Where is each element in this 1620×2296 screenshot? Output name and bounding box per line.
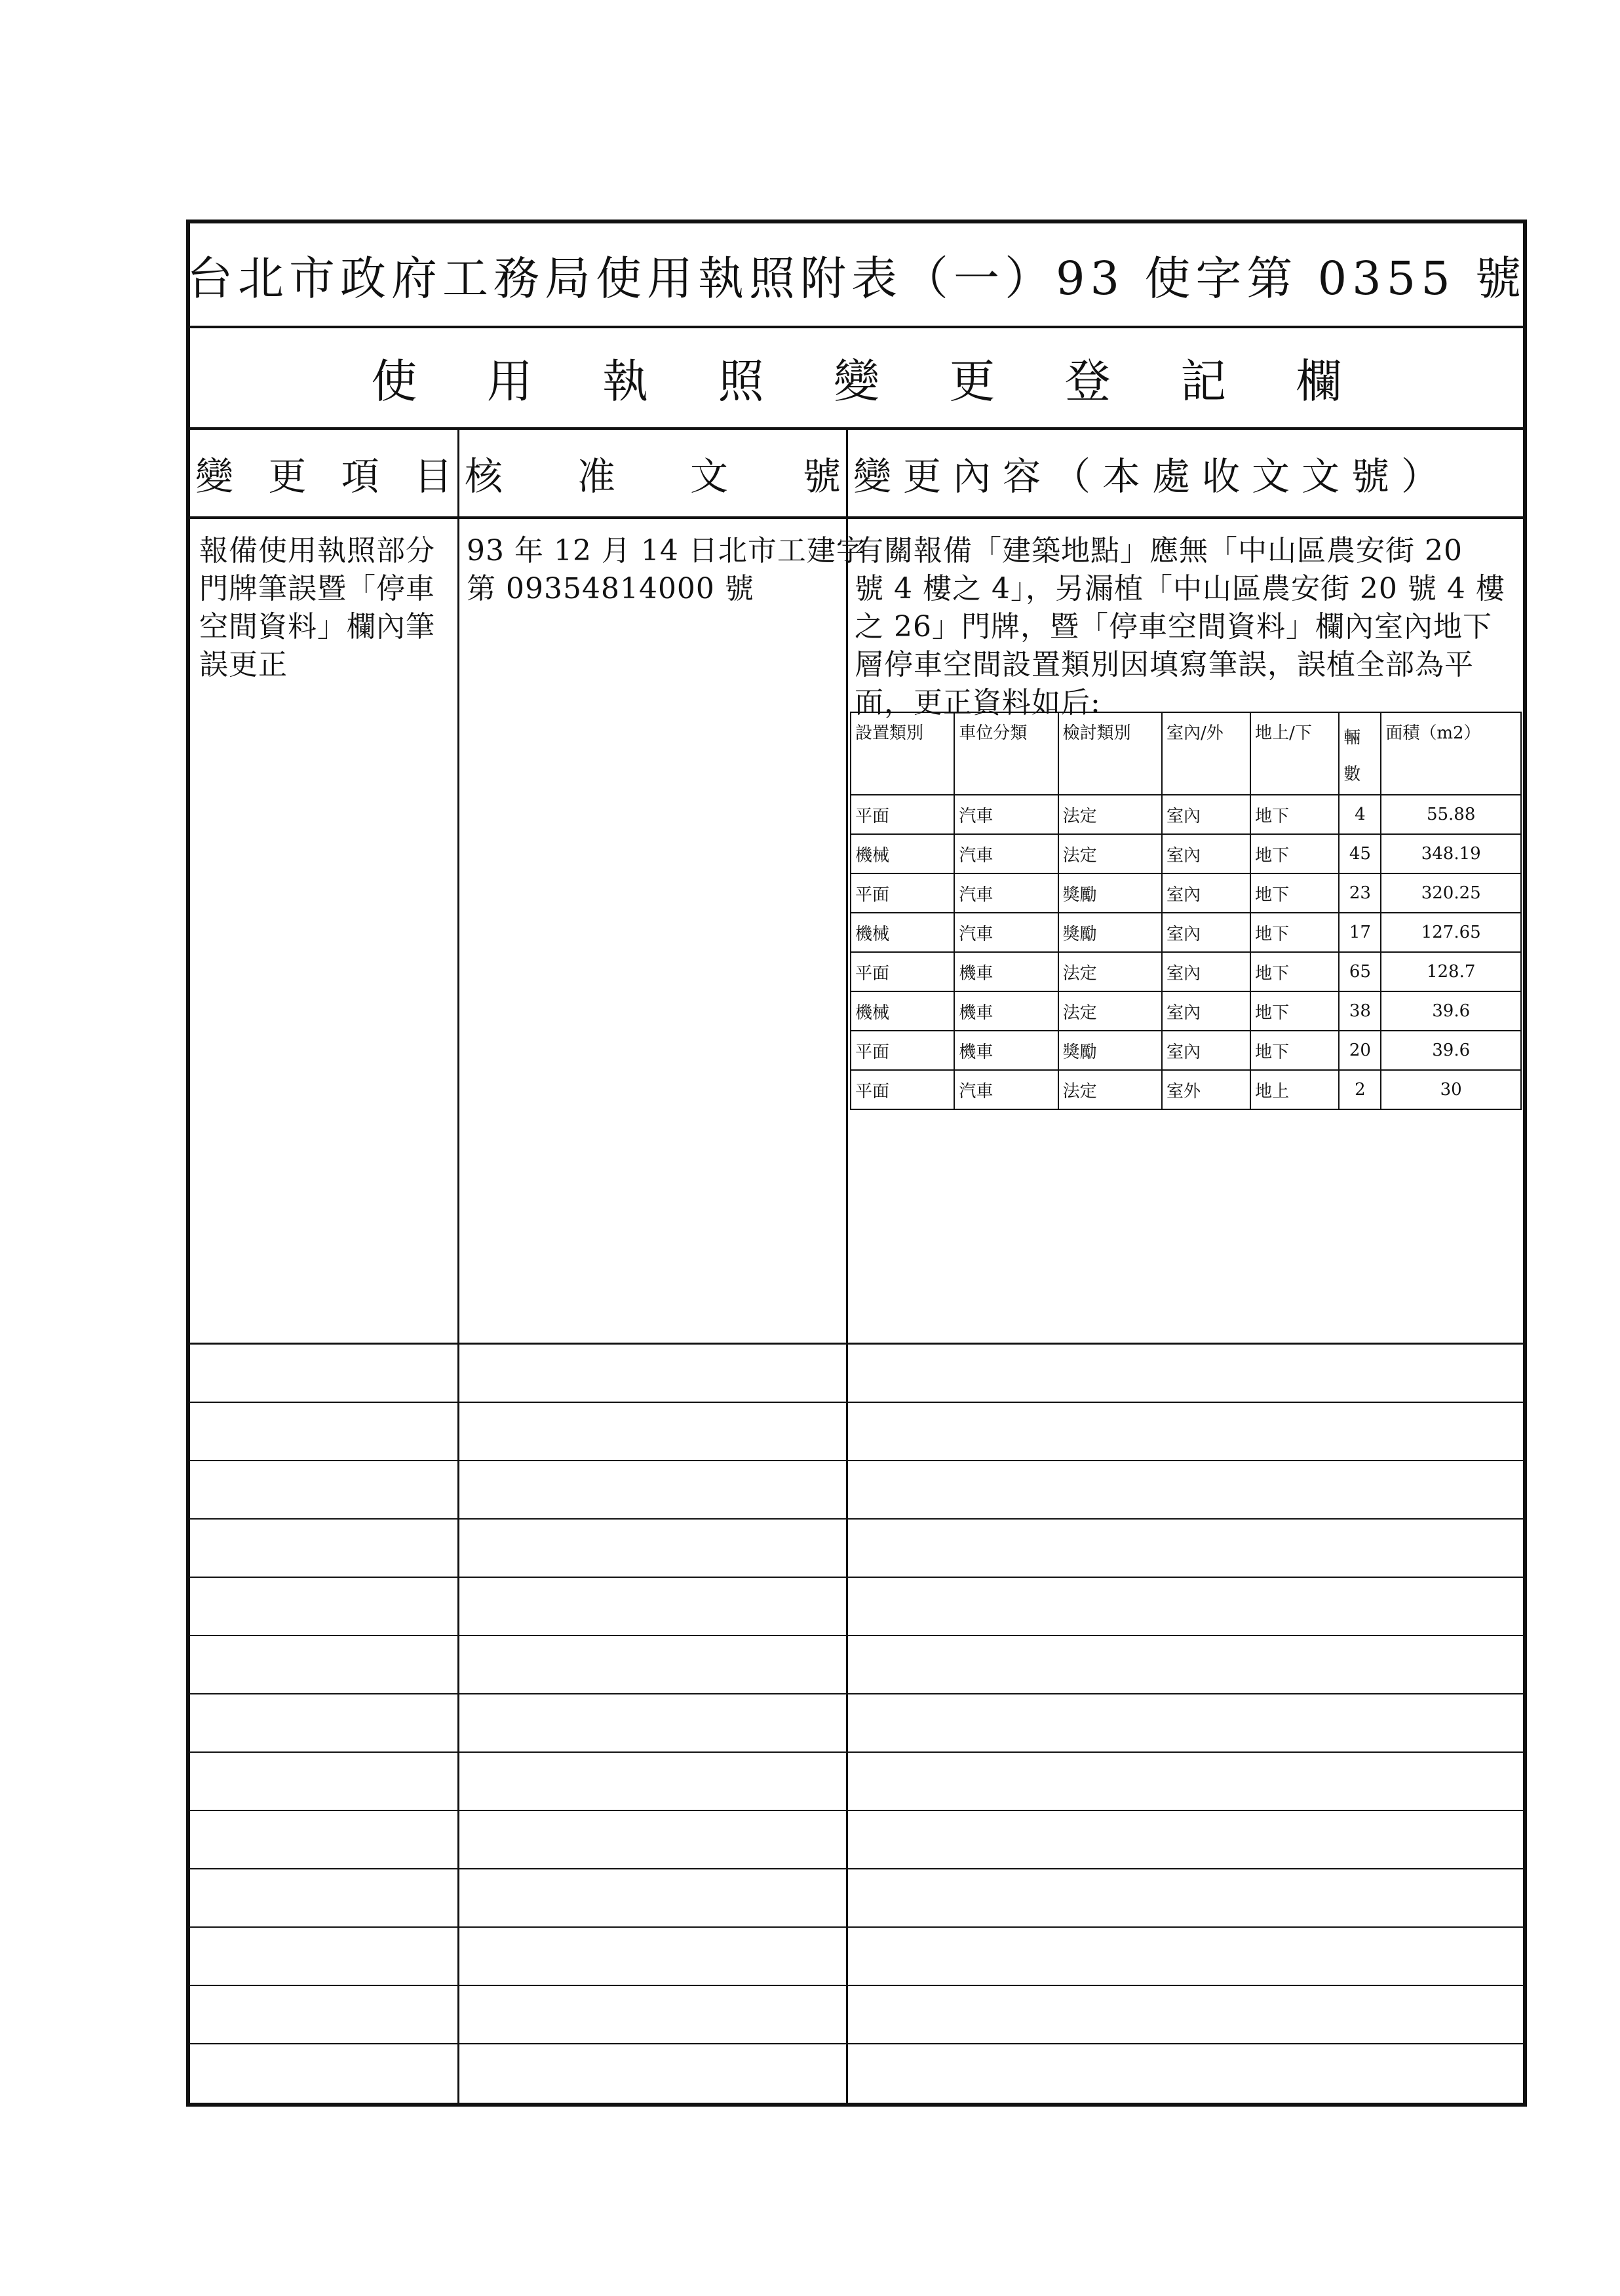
table-row	[851, 873, 1521, 913]
table-row	[851, 1070, 1521, 1109]
table-header: 室內/外	[1162, 712, 1250, 795]
header-char: 文	[689, 454, 728, 499]
blank-row	[190, 1578, 1523, 1636]
table-header: 地上/下	[1250, 712, 1339, 795]
table-cell: 法定	[1058, 952, 1162, 991]
table-cell: 348.19	[1381, 834, 1521, 873]
section-title-char: 使	[371, 354, 417, 408]
table-cell: 汽車	[954, 1070, 1058, 1109]
table-cell: 機械	[851, 991, 954, 1031]
section-title-char: 記	[1180, 354, 1227, 408]
table-row	[851, 795, 1521, 834]
table-header	[1339, 712, 1381, 795]
table-cell: 地下	[1250, 913, 1339, 952]
entry-change-item	[199, 532, 435, 684]
text-line: 報備使用執照部分	[199, 534, 435, 567]
header-char: 目	[414, 454, 452, 499]
table-cell: 室內	[1162, 795, 1250, 834]
header-char: 更	[268, 454, 307, 499]
table-cell: 4	[1339, 795, 1381, 834]
blank-entry-rows	[190, 1345, 1523, 2103]
table-row	[851, 834, 1521, 873]
form-title	[187, 223, 1526, 328]
entry-change-content	[855, 532, 1505, 722]
blank-row	[190, 1753, 1523, 1811]
table-cell: 39.6	[1381, 991, 1521, 1031]
table-row	[851, 952, 1521, 991]
table-cell: 20	[1339, 1031, 1381, 1070]
table-cell: 平面	[851, 1070, 954, 1109]
table-cell: 法定	[1058, 1070, 1162, 1109]
text-line: 之 26」門牌，暨「停車空間資料」欄內室內地下	[855, 610, 1492, 643]
table-cell: 45	[1339, 834, 1381, 873]
table-cell: 機車	[954, 991, 1058, 1031]
form-title-text: 台北市政府工務局使用執照附表（一）93 使字第 0355 號	[187, 251, 1526, 305]
table-cell: 室內	[1162, 991, 1250, 1031]
permit-form	[186, 220, 1527, 2107]
text-line: 號 4 樓之 4」，另漏植「中山區農安街 20 號 4 樓	[855, 572, 1505, 605]
header-change-item	[190, 430, 457, 516]
table-cell: 55.88	[1381, 795, 1521, 834]
table-cell: 地下	[1250, 952, 1339, 991]
section-title-char: 照	[718, 354, 764, 408]
table-cell: 室內	[1162, 913, 1250, 952]
table-cell: 機車	[954, 1031, 1058, 1070]
table-cell: 2	[1339, 1070, 1381, 1109]
header-char: 變	[195, 454, 234, 499]
blank-row	[190, 1403, 1523, 1461]
table-cell: 室內	[1162, 952, 1250, 991]
text-line: 門牌筆誤暨「停車	[199, 572, 435, 605]
blank-row	[190, 1928, 1523, 1986]
table-cell: 128.7	[1381, 952, 1521, 991]
table-cell: 30	[1381, 1070, 1521, 1109]
table-header-row	[851, 712, 1521, 795]
table-cell: 地下	[1250, 873, 1339, 913]
entry-approval-number	[467, 532, 866, 608]
table-cell: 室內	[1162, 873, 1250, 913]
table-cell: 室內	[1162, 1031, 1250, 1070]
table-cell: 機械	[851, 834, 954, 873]
text-line: 空間資料」欄內筆	[199, 610, 435, 643]
text-line: 層停車空間設置類別因填寫筆誤，誤植全部為平	[855, 648, 1474, 681]
table-cell: 汽車	[954, 873, 1058, 913]
table-cell: 法定	[1058, 991, 1162, 1031]
text-line: 第 09354814000 號	[467, 572, 754, 605]
table-cell: 法定	[1058, 795, 1162, 834]
table-cell: 320.25	[1381, 873, 1521, 913]
header-char: 核	[465, 454, 503, 499]
table-cell: 17	[1339, 913, 1381, 952]
blank-row	[190, 1986, 1523, 2044]
header-text: 變更內容（本處收文文號）	[853, 454, 1452, 499]
text-line: 有關報備「建築地點」應無「中山區農安街 20	[855, 534, 1463, 567]
table-header-text: 輛數	[1343, 728, 1361, 784]
table-header: 設置類別	[851, 712, 954, 795]
table-cell: 平面	[851, 795, 954, 834]
table-cell: 65	[1339, 952, 1381, 991]
table-cell: 38	[1339, 991, 1381, 1031]
blank-row	[190, 1345, 1523, 1403]
blank-row	[190, 1636, 1523, 1694]
header-char: 項	[341, 454, 379, 499]
table-row	[851, 1031, 1521, 1070]
section-title-char: 執	[602, 354, 649, 408]
blank-row	[190, 1520, 1523, 1578]
table-cell: 地下	[1250, 834, 1339, 873]
table-cell: 地上	[1250, 1070, 1339, 1109]
header-approval-number	[459, 430, 846, 516]
table-cell: 地下	[1250, 1031, 1339, 1070]
table-header: 面積（m2）	[1381, 712, 1521, 795]
header-char: 號	[802, 454, 841, 499]
table-cell: 平面	[851, 1031, 954, 1070]
table-cell: 23	[1339, 873, 1381, 913]
table-row	[851, 991, 1521, 1031]
table-cell: 地下	[1250, 795, 1339, 834]
table-row	[851, 913, 1521, 952]
section-title-char: 登	[1064, 354, 1111, 408]
table-cell: 平面	[851, 873, 954, 913]
table-cell: 機械	[851, 913, 954, 952]
table-cell: 39.6	[1381, 1031, 1521, 1070]
header-change-content	[848, 430, 1523, 516]
column-header-row	[190, 430, 1523, 519]
table-cell: 汽車	[954, 834, 1058, 873]
blank-row	[190, 1694, 1523, 1753]
text-line: 誤更正	[199, 648, 288, 681]
section-title	[190, 328, 1523, 430]
table-cell: 機車	[954, 952, 1058, 991]
blank-row	[190, 1869, 1523, 1928]
parking-space-table	[850, 712, 1522, 1110]
table-cell: 室內	[1162, 834, 1250, 873]
table-cell: 法定	[1058, 834, 1162, 873]
section-title-char: 變	[833, 354, 879, 408]
table-header: 車位分類	[954, 712, 1058, 795]
text-line: 面，更正資料如后:	[855, 686, 1101, 719]
table-cell: 汽車	[954, 913, 1058, 952]
blank-row	[190, 2044, 1523, 2103]
section-title-char: 欄	[1296, 354, 1342, 408]
header-char: 准	[577, 454, 615, 499]
table-cell: 汽車	[954, 795, 1058, 834]
section-title-char: 更	[949, 354, 995, 408]
table-cell: 室外	[1162, 1070, 1250, 1109]
table-cell: 獎勵	[1058, 1031, 1162, 1070]
table-cell: 平面	[851, 952, 954, 991]
table-cell: 地下	[1250, 991, 1339, 1031]
blank-row	[190, 1811, 1523, 1869]
section-title-char: 用	[486, 354, 533, 408]
text-line: 93 年 12 月 14 日北市工建字	[467, 534, 866, 567]
table-header: 檢討類別	[1058, 712, 1162, 795]
blank-row	[190, 1461, 1523, 1520]
table-cell: 獎勵	[1058, 913, 1162, 952]
table-cell: 127.65	[1381, 913, 1521, 952]
table-cell: 獎勵	[1058, 873, 1162, 913]
